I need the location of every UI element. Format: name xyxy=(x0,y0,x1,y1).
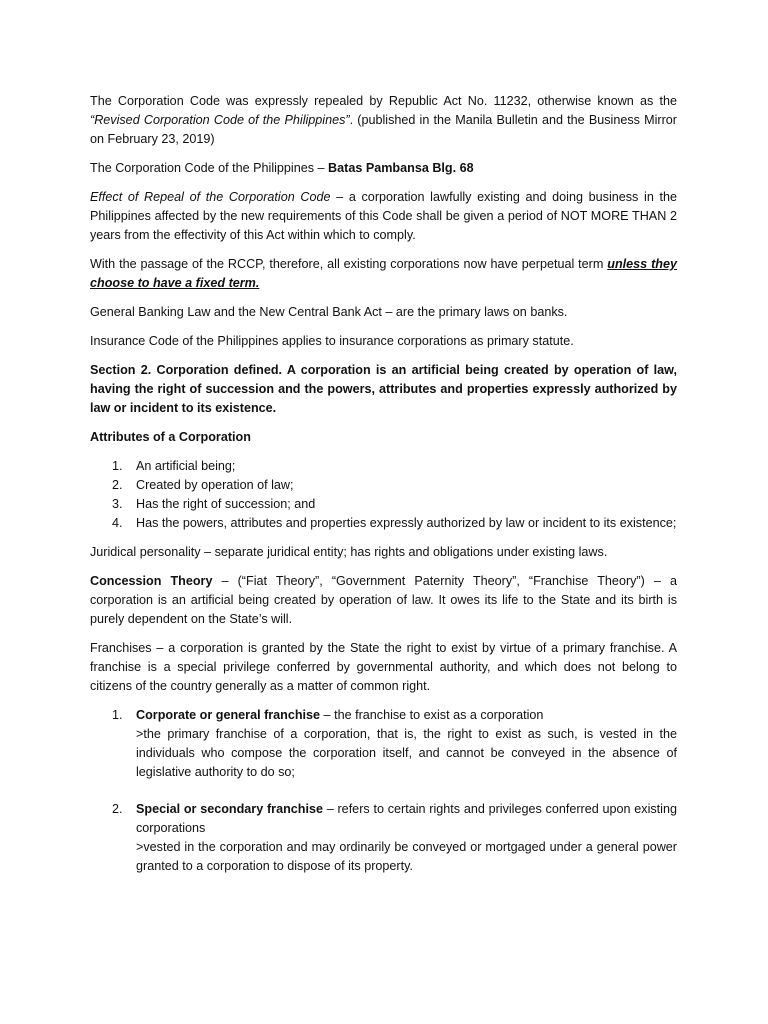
list-item xyxy=(90,476,677,495)
section-2-definition: Section 2. Corporation defined. A corporation is an artificial being created by operation of law, having the right of succession and the powers, attributes and properties expressly authorized by law or incident to its existence. xyxy=(90,363,677,415)
perpetual-term-text: With the passage of the RCCP, therefore, all existing corporations now have perpetual term xyxy=(90,257,608,271)
franchise-note: >vested in the corporation and may ordinarily be conveyed or mortgaged under a general power granted to a corporation to dispose of its property. xyxy=(136,840,677,873)
list-item xyxy=(90,514,677,533)
list-number: 3. xyxy=(112,497,123,511)
list-item-text: Has the powers, attributes and properties expressly authorized by law or incident to its existence; xyxy=(136,516,677,530)
list-number: 2. xyxy=(112,802,123,816)
attributes-list xyxy=(90,457,677,533)
franchise-term: Special or secondary franchise xyxy=(136,802,323,816)
attributes-heading xyxy=(90,428,677,447)
paragraph-repeal xyxy=(90,92,677,149)
list-item-text: An artificial being; xyxy=(136,459,236,473)
list-item xyxy=(90,706,677,782)
repeal-text: The Corporation Code was expressly repealed by Republic Act No. 11232, otherwise known as the xyxy=(90,94,677,108)
franchise-list xyxy=(90,706,677,876)
paragraph-insurance-code: Insurance Code of the Philippines applies to insurance corporations as primary statute. xyxy=(90,334,574,348)
paragraph-section-2 xyxy=(90,361,677,418)
paragraph-perpetual-term xyxy=(90,255,677,293)
list-item xyxy=(90,800,677,876)
rccp-title: “Revised Corporation Code of the Philippines” xyxy=(90,113,350,127)
list-item xyxy=(90,457,677,476)
concession-theory-heading: Concession Theory xyxy=(90,574,213,588)
publication-note: . (published in the Manila Bulletin and the Business Mirror on February 23, 2019) xyxy=(90,113,677,146)
paragraph-effect-of-repeal xyxy=(90,188,677,245)
list-item xyxy=(90,495,677,514)
paragraph-juridical-personality: Juridical personality – separate juridical entity; has rights and obligations under existing laws. xyxy=(90,545,608,559)
concession-theory-text: – (“Fiat Theory”, “Government Paternity Theory”, “Franchise Theory”) – a corporation is an artificial being created by operation of law. It owes its life to the State and its birth is purely dependent on the State’s will. xyxy=(90,574,677,626)
list-number: 1. xyxy=(112,708,123,722)
paragraph-corporation-code xyxy=(90,159,677,178)
paragraph-concession-theory xyxy=(90,572,677,629)
list-item-text: Has the right of succession; and xyxy=(136,497,316,511)
list-number: 1. xyxy=(112,459,123,473)
effect-of-repeal-text: – a corporation lawfully existing and doing business in the Philippines affected by the new requirements of this Code shall be given a period of NOT MORE THAN 2 years from the effectivity of this Act within which to comply. xyxy=(90,190,677,242)
list-item-text: Created by operation of law; xyxy=(136,478,294,492)
paragraph-banking-laws: General Banking Law and the New Central Bank Act – are the primary laws on banks. xyxy=(90,305,568,319)
document-page xyxy=(90,92,677,894)
franchise-definition: – refers to certain rights and privileges conferred upon existing corporations xyxy=(136,802,677,835)
list-number: 2. xyxy=(112,478,123,492)
franchise-definition: – the franchise to exist as a corporation xyxy=(320,708,544,722)
corporation-code-label: The Corporation Code of the Philippines – xyxy=(90,161,329,175)
franchise-note: >the primary franchise of a corporation, that is, the right to exist as such, is vested in the individuals who compose the corporation itself, and cannot be conveyed in the absence of legislative authority to do so; xyxy=(136,727,677,779)
effect-of-repeal-heading: Effect of Repeal of the Corporation Code xyxy=(90,190,331,204)
franchise-term: Corporate or general franchise xyxy=(136,708,321,722)
list-number: 4. xyxy=(112,516,123,530)
batas-pambansa-ref: Batas Pambansa Blg. 68 xyxy=(328,161,474,175)
fixed-term-emphasis: unless they choose to have a fixed term. xyxy=(90,257,677,290)
paragraph-franchises: Franchises – a corporation is granted by the State the right to exist by virtue of a primary franchise. A franchise is a special privilege conferred by governmental authority, and which does not belong to citizens of the country generally as a matter of common right. xyxy=(90,641,677,693)
attributes-heading-text: Attributes of a Corporation xyxy=(90,430,251,444)
